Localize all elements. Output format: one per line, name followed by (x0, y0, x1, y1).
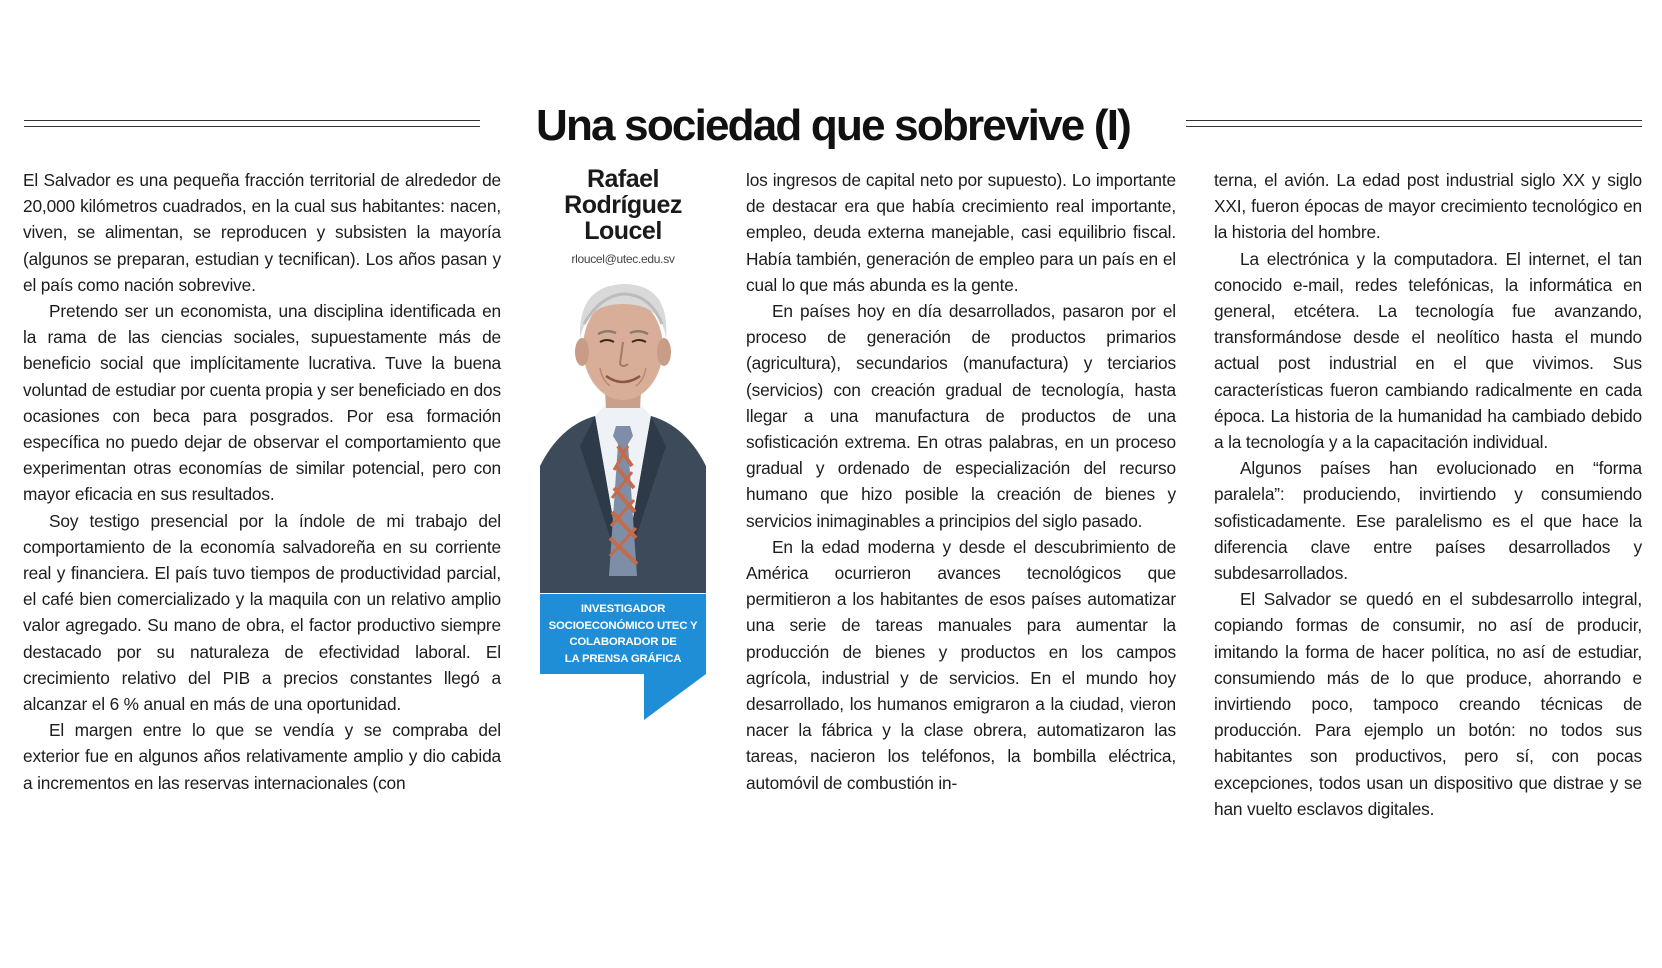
author-role-line: SOCIOECONÓMICO UTEC Y (548, 619, 698, 632)
paragraph: Pretendo ser un economista, una disciplina identificada en la rama de las ciencias sociales, supuestamente más de beneficio social que implícitamente lucrativa. Tuve la buena voluntad de estudiar por cuenta propia y ser beneficiado en dos ocasiones con beca para posgrados. Por esa formación específica no puedo dejar de observar el comportamiento que experimentan otras economías de similar potencial, pero con mayor eficacia en sus resultados. (23, 301, 501, 505)
author-role-line: LA PRENSA GRÁFICA (564, 652, 682, 665)
caption-flag-tail (644, 674, 706, 720)
author-portrait (540, 276, 706, 593)
paragraph: En países hoy en día desarrollados, pasaron por el proceso de generación de productos primarios (agricultura), secundarios (manufactura) y terciarios (servicios) con creación gradual de tecnología, hasta llegar a una manufactura de productos de una sofisticación extrema. En otras palabras, en un proceso gradual y ordenado de especialización del recurso humano que hizo posible la creación de bienes y servicios inimaginables a principios del siglo pasado. (746, 301, 1176, 531)
author-name-line: Rodríguez (564, 191, 682, 219)
paragraph: El margen entre lo que se vendía y se compraba del exterior fue en algunos años relativamente amplio y dio cabida a incrementos en las reservas internacionales (con (23, 720, 501, 793)
headline-rule-right (1186, 120, 1642, 127)
paragraph: terna, el avión. La edad post industrial siglo XX y siglo XXI, fueron épocas de mayor crecimiento tecnológico en la historia del hombre. (1214, 170, 1642, 243)
article-title: Una sociedad que sobrevive (I) (536, 101, 1130, 150)
headline-rule-left (24, 120, 480, 127)
author-email: rloucel@utec.edu.sv (571, 252, 675, 266)
author-block (540, 165, 706, 665)
paragraph: En la edad moderna y desde el descubrimiento de América ocurrieron avances tecnológicos que permitieron a los habitantes de esos países automatizar una serie de tareas manuales para aumentar la producción de bienes y productos en los campos agrícola, industrial y de servicios. En el mundo hoy desarrollado, los humanos emigraron a la ciudad, vieron nacer la fábrica y la clase obrera, automatizaron las tareas, nacieron los teléfonos, la bombilla eléctrica, automóvil de combustión in- (746, 536, 1176, 793)
paragraph: Soy testigo presencial por la índole de mi trabajo del comportamiento de la economía salvadoreña en su corriente real y financiera. El país tuvo tiempos de productividad parcial, el café bien comercializado y la maquila con un relativo amplio valor agregado. Su mano de obra, el factor productivo siempre destacado por su naturaleza de efectividad laboral. El crecimiento relativo del PIB a precios constantes llegó a alcanzar el 6 % anual en más de una oportunidad. (23, 510, 501, 715)
author-name-line: Loucel (584, 217, 662, 245)
headline-row (0, 96, 1662, 156)
paragraph: los ingresos de capital neto por supuesto). Lo importante de destacar era que había crecimiento real importante, empleo, deuda externa manejable, casi equilibrio fiscal. Había también, generación de empleo para un país en el cual lo que más abunda es la gente. (746, 170, 1176, 295)
paragraph: Algunos países han evolucionado en “forma paralela”: produciendo, invirtiendo y consumiendo sofisticadamente. Ese paralelismo es el que hace la diferencia clave entre países desarrollados y subdesarrollados. (1214, 458, 1642, 584)
article-column-1 (23, 167, 501, 796)
author-role-line: COLABORADOR DE (569, 636, 677, 648)
paragraph: El Salvador se quedó en el subdesarrollo integral, copiando formas de consumir, no así de producir, imitando la forma de hacer política, no así de estudiar, consumiendo más de lo que produce, ahorrando e invirtiendo poco, tampoco creando técnicas de producción. Para ejemplo un botón: no todos sus habitantes son productivos, pero sí, con pocas excepciones, todos usan un dispositivo que distrae y se han vuelto esclavos digitales. (1214, 589, 1642, 819)
author-role-line: INVESTIGADOR (580, 603, 666, 615)
article-column-2 (746, 167, 1176, 796)
paragraph: La electrónica y la computadora. El internet, el tan conocido e-mail, redes telefónicas, la informática en general, etcétera. La tecnología fue avanzando, transformándose desde el neolítico hasta el mundo actual post industrial en el que vivimos. Sus características fueron cambiando radicalmente en cada época. La historia de la humanidad ha cambiado debido a la tecnología y a la capacitación individual. (1214, 248, 1642, 453)
author-name-line: Rafael (586, 165, 660, 193)
article-column-3 (1214, 167, 1642, 822)
author-name (540, 166, 706, 244)
paragraph: El Salvador es una pequeña fracción territorial de alrededor de 20,000 kilómetros cuadrados, en la cual sus habitantes: nacen, viven, se alimentan, se reproducen y subsisten la mayoría (algunos se preparan, estudian y tecnifican). Los años pasan y el país como nación sobrevive. (23, 170, 501, 295)
author-role-caption (540, 594, 706, 674)
